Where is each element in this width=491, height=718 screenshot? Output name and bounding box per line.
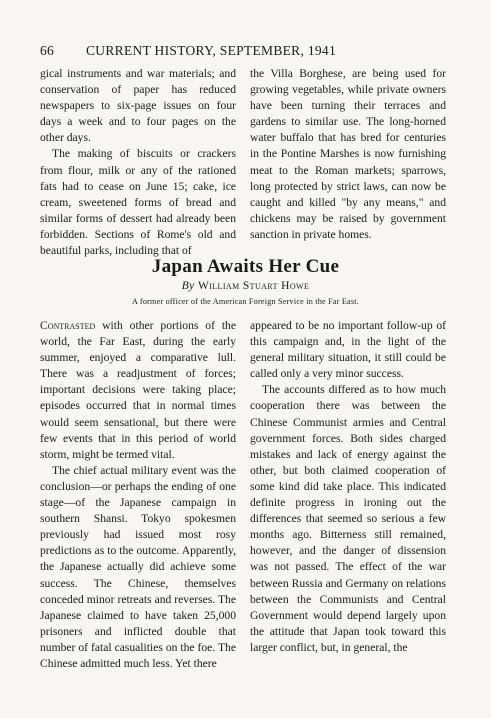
- paragraph: The accounts differed as to how much cooperation there was between the Chinese Communist armies and Central government forces. Both sides charged mistakes and lack of energy against the other, but both claimed cooperation of some kind did take place. This indicated definite progress in ironing out the differences that seemed so serious a few months ago. Bitterness still remained, however, and the danger of dissension was not passed. The effect of the war between Russia and Germany on relations between the Communists and Central Government would depend largely upon the attitude that Japan took toward this larger conflict, but, in general, the: [250, 383, 446, 654]
- paragraph: gical instruments and war materials; and conservation of paper has reduced newspapers to six-page issues on four days a week and to four pages on the other days.: [40, 67, 236, 145]
- author-note: A former officer of the American Foreign Service in the Far East.: [131, 297, 360, 306]
- paragraph: The making of biscuits or crackers from flour, milk or any of the rationed fats had to cease on June 15; cake, ice cream, sweetened forms of bread and similar forms of dessert had already been forbidden. Sections of Rome's old and beautiful parks, including that of: [40, 147, 236, 258]
- byline-by: By: [181, 280, 195, 292]
- lead-word: Contrasted: [40, 319, 96, 332]
- article-title: Japan Awaits Her Cue: [151, 256, 340, 277]
- article-left-column: [40, 318, 236, 672]
- paragraph: The chief actual military event was the conclusion—or perhaps the ending of one stage—of the Japanese campaign in southern Shansi. Tokyo spokesmen previously had issued most rosy predictions as to the outcome. Apparently, the Japanese actually did achieve some success. The Chinese, themselves conceded minor retreats and reverses. The Japanese claimed to have taken 25,000 prisoners and inflicted double that number of fatal casualities on the foe. The Chinese admitted much less. Yet there: [40, 463, 236, 670]
- paragraph-text: with other portions of the world, the Far East, during the early summer, enjoyed a comparative lull. There was a readjustment of forces; important decisions were taking place; episodes occurred that in normal times would seem sensational, but there were few events that in this period of world storm, might be termed vital.: [40, 319, 236, 461]
- byline: [0, 280, 491, 292]
- running-title: CURRENT HISTORY, SEPTEMBER, 1941: [86, 43, 337, 58]
- paragraph: appeared to be no important follow-up of this campaign and, in the light of the general military situation, it still could be called only a very minor success.: [250, 319, 446, 381]
- page-number: 66: [40, 43, 55, 58]
- article-right-column: [250, 318, 446, 656]
- paragraph: the Villa Borghese, are being used for growing vegetables, while private owners have been turning their terraces and gardens to similar use. The long-horned water buffalo that has bred for centuries in the Pontine Marshes is now furnishing meat to the Roman markets; sparrows, long protected by strict laws, can now be caught and killed "by any means," and chickens may be raised by government sanction in private homes.: [250, 67, 446, 241]
- page-header: [40, 43, 450, 59]
- prev-article-right-column: [250, 66, 446, 243]
- paragraph: [40, 318, 236, 463]
- prev-article-left-column: [40, 66, 236, 259]
- author-name: William Stuart Howe: [197, 280, 310, 292]
